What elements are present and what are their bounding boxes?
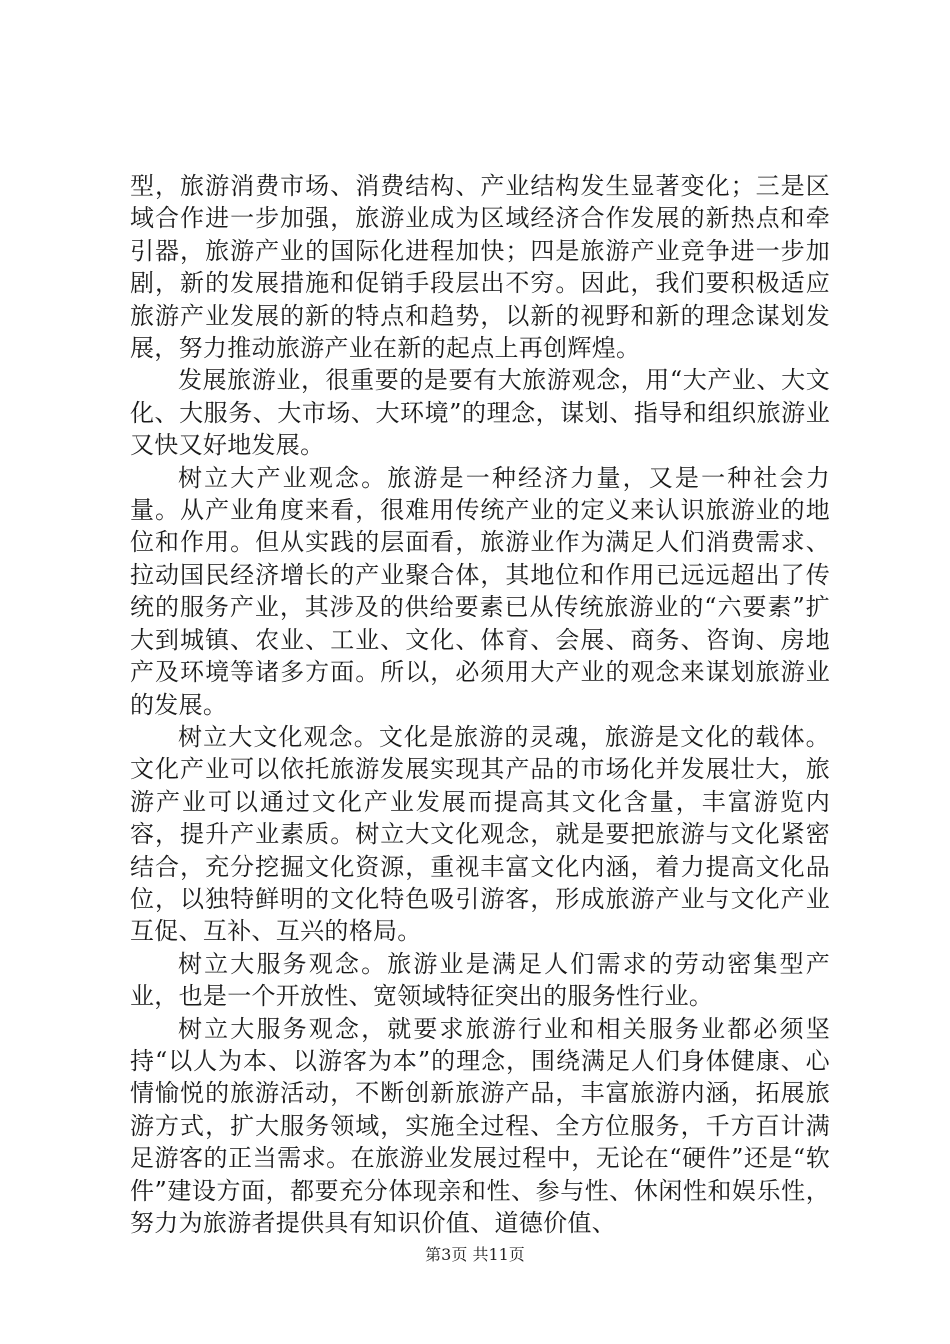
paragraph-6: 树立大服务观念，就要求旅游行业和相关服务业都必须坚持“以人为本、以游客为本”的理念，围绕满足人们身体健康、心情愉悦的旅游活动，不断创新旅游产品，丰富旅游内涵，拓展旅游方式，扩大服务领域，实施全过程、全方位服务，千方百计满足游客的正当需求。在旅游业发展过程中，无论在“硬件”还是“软件”建设方面，都要充分体现亲和性、参与性、休闲性和娱乐性，努力为旅游者提供具有知识价值、道德价值、 xyxy=(130,1014,830,1237)
paragraph-2: 发展旅游业，很重要的是要有大旅游观念，用“大产业、大文化、大服务、大市场、大环境”的理念，谋划、指导和组织旅游业又快又好地发展。 xyxy=(130,366,830,460)
paragraph-3: 树立大产业观念。旅游是一种经济力量，又是一种社会力量。从产业角度来看，很难用传统产业的定义来认识旅游业的地位和作用。但从实践的层面看，旅游业作为满足人们消费需求、拉动国民经济增长的产业聚合体，其地位和作用已远远超出了传统的服务产业，其涉及的供给要素已从传统旅游业的“六要素”扩大到城镇、农业、工业、文化、体育、会展、商务、咨询、房地产及环境等诸多方面。所以，必须用大产业的观念来谋划旅游业的发展。 xyxy=(130,463,830,719)
paragraph-1: 型，旅游消费市场、消费结构、产业结构发生显著变化；三是区域合作进一步加强，旅游业成为区域经济合作发展的新热点和牵引器，旅游产业的国际化进程加快；四是旅游产业竞争进一步加剧，新的发展措施和促销手段层出不穷。因此，我们要积极适应旅游产业发展的新的特点和趋势，以新的视野和新的理念谋划发展，努力推动旅游产业在新的起点上再创辉煌。 xyxy=(130,172,830,363)
paragraph-4: 树立大文化观念。文化是旅游的灵魂，旅游是文化的载体。文化产业可以依托旅游发展实现其产品的市场化并发展壮大，旅游产业可以通过文化产业发展而提高其文化含量，丰富游览内容，提升产业素质。树立大文化观念，就是要把旅游与文化紧密结合，充分挖掘文化资源，重视丰富文化内涵，着力提高文化品位，以独特鲜明的文化特色吸引游客，形成旅游产业与文化产业互促、互补、互兴的格局。 xyxy=(130,722,830,946)
paragraph-5: 树立大服务观念。旅游业是满足人们需求的劳动密集型产业，也是一个开放性、宽领域特征突出的服务性行业。 xyxy=(130,949,830,1011)
document-body xyxy=(130,170,830,1239)
page-number-footer: 第3页 共11页 xyxy=(425,1245,525,1264)
